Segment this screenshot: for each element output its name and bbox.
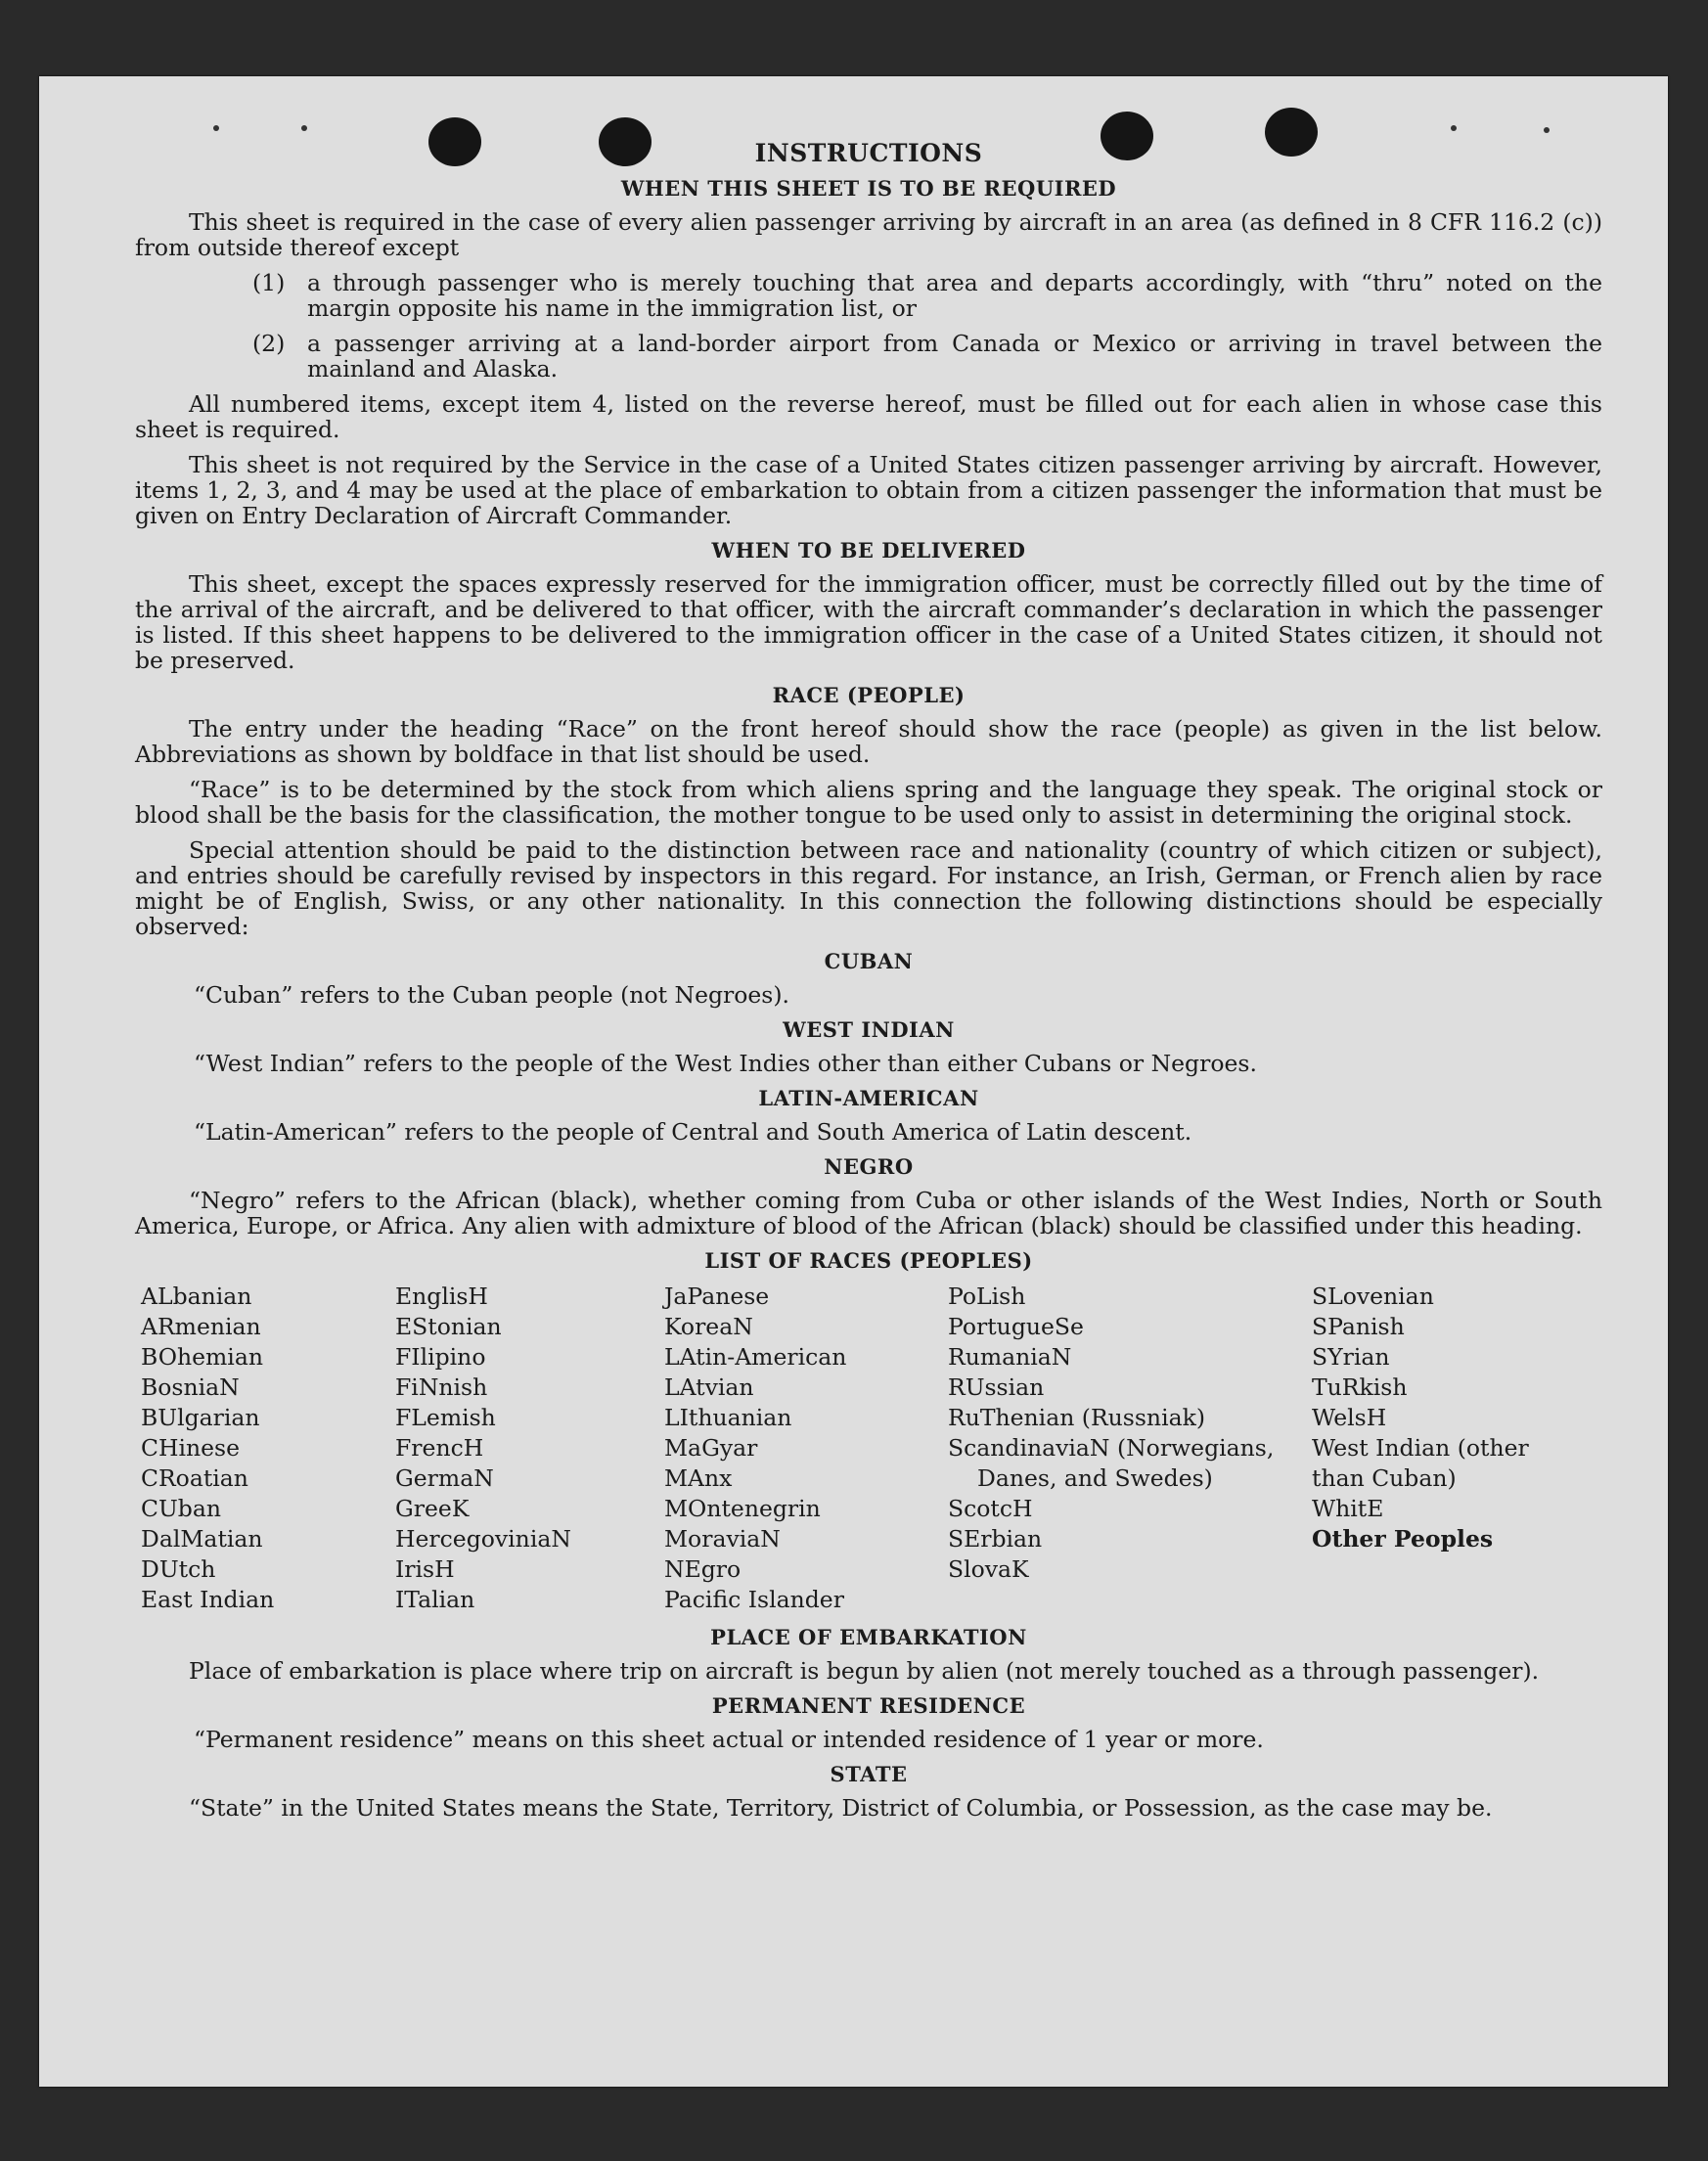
race-entry: CUban (141, 1495, 221, 1522)
race-entry: FIlipino (395, 1343, 486, 1371)
residence-definition: “Permanent residence” means on this sheet actual or intended residence of 1 year or more. (194, 1726, 1264, 1753)
race-entry: ScandinaviaN (Norwegians, Danes, and Swedes) (948, 1434, 1275, 1492)
race-entry: LAtvian (664, 1373, 754, 1401)
heading-state: STATE (830, 1762, 908, 1786)
heading-permanent-residence: PERMANENT RESIDENCE (711, 1693, 1026, 1718)
race-entry: WhitE (1312, 1495, 1384, 1522)
race-entry: EStonian (395, 1313, 502, 1340)
race-entry: East Indian (141, 1586, 275, 1613)
race-entry: Other Peoples (1312, 1525, 1494, 1553)
race-entry: MaGyar (664, 1434, 758, 1462)
numbered-items-paragraph: All numbered items, except item 4, listed on the reverse hereof, must be filled out for each alien in whose case this sheet is required. (135, 390, 1602, 443)
race-entry: RumaniaN (948, 1343, 1072, 1371)
cuban-definition: “Cuban” refers to the Cuban people (not Negroes). (194, 981, 790, 1009)
exception-item (135, 270, 1602, 321)
race-entry: LIthuanian (664, 1404, 792, 1431)
race-column (664, 1282, 948, 1615)
race-entry: PoLish (948, 1283, 1026, 1310)
race-paragraph: Special attention should be paid to the distinction between race and nationality (country of which citizen or subject), and entries should be carefully revised by inspectors in this regard. For instance, an Irish, German, or French alien by race might be of English, Swiss, or any other nationality. In this connection the following distinctions should be especially observed: (135, 836, 1602, 940)
race-entry: BOhemian (141, 1343, 263, 1371)
race-entry: JaPanese (664, 1283, 770, 1310)
negro-definition: “Negro” refers to the African (black), whether coming from Cuba or other islands of the West Indies, North or South America, Europe, or Africa. Any alien with admixture of blood of the African (black) should be classified under this heading. (135, 1187, 1602, 1239)
race-entry: KoreaN (664, 1313, 753, 1340)
race-entry: CRoatian (141, 1464, 248, 1492)
race-entry: MoraviaN (664, 1525, 781, 1553)
heading-negro: NEGRO (824, 1154, 914, 1179)
heading-cuban: CUBAN (824, 949, 914, 973)
heading-embarkation: PLACE OF EMBARKATION (710, 1625, 1027, 1649)
race-entry: FrencH (395, 1434, 484, 1462)
race-entry: LAtin-American (664, 1343, 847, 1371)
race-entry: CHinese (141, 1434, 240, 1462)
exception-number: (2) (252, 330, 286, 357)
race-entry: MAnx (664, 1464, 733, 1492)
race-entry: ITalian (395, 1586, 475, 1613)
race-entry: IrisH (395, 1555, 455, 1583)
race-entry: TuRkish (1312, 1373, 1408, 1401)
exception-text: a through passenger who is merely touching that area and departs accordingly, with “thru” noted on the margin opposite his name in the immigration list, or (307, 269, 1602, 322)
race-entry: SPanish (1312, 1313, 1405, 1340)
race-entry: ARmenian (141, 1313, 261, 1340)
when-required-intro: This sheet is required in the case of every alien passenger arriving by aircraft in an area (as defined in 8 CFR 116.2 (c)) from outside thereof except (135, 208, 1602, 261)
west-indian-definition: “West Indian” refers to the people of the West Indies other than either Cubans or Negroes. (194, 1050, 1257, 1077)
scan-speck (1451, 125, 1457, 131)
race-entry: FLemish (395, 1404, 496, 1431)
page-title: INSTRUCTIONS (754, 139, 983, 167)
race-column (1312, 1282, 1576, 1615)
heading-race: RACE (PEOPLE) (772, 683, 966, 707)
race-entry: DUtch (141, 1555, 216, 1583)
race-entry: NEgro (664, 1555, 742, 1583)
race-paragraph: The entry under the heading “Race” on the front hereof should show the race (people) as given in the list below. Abbreviations as shown by boldface in that list should be used. (135, 715, 1602, 768)
race-entry: SYrian (1312, 1343, 1390, 1371)
race-entry: RUssian (948, 1373, 1045, 1401)
race-entry: Pacific Islander (664, 1586, 844, 1613)
race-entry: GermaN (395, 1464, 494, 1492)
race-column (395, 1282, 664, 1615)
latin-american-definition: “Latin-American” refers to the people of Central and South America of Latin descent. (194, 1118, 1192, 1146)
exception-text: a passenger arriving at a land-border airport from Canada or Mexico or arriving in travel between the mainland and Alaska. (307, 330, 1602, 383)
instructions-content (135, 141, 1602, 1830)
race-entry: SErbian (948, 1525, 1043, 1553)
exception-item (135, 331, 1602, 382)
citizen-paragraph: This sheet is not required by the Service in the case of a United States citizen passenger arriving by aircraft. However, items 1, 2, 3, and 4 may be used at the place of embarkation to obtain from a citizen passenger the information that must be given on Entry Declaration of Aircraft Commander. (135, 451, 1602, 529)
scan-speck (301, 125, 307, 131)
race-entry: ALbanian (141, 1283, 252, 1310)
race-entry: HercegoviniaN (395, 1525, 571, 1553)
race-entry: DalMatian (141, 1525, 263, 1553)
scan-speck (1544, 127, 1550, 133)
embarkation-definition: Place of embarkation is place where trip on aircraft is begun by alien (not merely touched as a through passenger). (189, 1657, 1540, 1685)
race-entry: BUlgarian (141, 1404, 260, 1431)
heading-when-required: WHEN THIS SHEET IS TO BE REQUIRED (620, 176, 1117, 201)
race-entry: SlovaK (948, 1555, 1029, 1583)
heading-latin-american: LATIN-AMERICAN (758, 1086, 979, 1110)
race-entry: West Indian (other than Cuban) (1312, 1434, 1529, 1492)
race-entry: RuThenian (Russniak) (948, 1404, 1205, 1431)
race-column (141, 1282, 395, 1615)
race-column (948, 1282, 1312, 1615)
race-entry: SLovenian (1312, 1283, 1434, 1310)
race-entry: PortugueSe (948, 1313, 1084, 1340)
race-entry: BosniaN (141, 1373, 240, 1401)
race-entry: MOntenegrin (664, 1495, 821, 1522)
heading-when-delivered: WHEN TO BE DELIVERED (711, 538, 1026, 563)
race-entry: FiNnish (395, 1373, 488, 1401)
race-entry: EnglisH (395, 1283, 488, 1310)
document-page (39, 76, 1668, 2087)
race-entry: ScotcH (948, 1495, 1033, 1522)
exception-number: (1) (252, 269, 286, 296)
race-entry: GreeK (395, 1495, 470, 1522)
delivery-paragraph: This sheet, except the spaces expressly reserved for the immigration officer, must be correctly filled out by the time of the arrival of the aircraft, and be delivered to that officer, with the aircraft commander’s declaration in which the passenger is listed. If this sheet happens to be delivered to the immigration officer in the case of a United States citizen, it should not be preserved. (135, 570, 1602, 674)
heading-west-indian: WEST INDIAN (783, 1017, 955, 1042)
scan-speck (213, 125, 219, 131)
race-paragraph: “Race” is to be determined by the stock from which aliens spring and the language they speak. The original stock or blood shall be the basis for the classification, the mother tongue to be used only to assist in determining the original stock. (135, 776, 1602, 829)
state-definition: “State” in the United States means the State, Territory, District of Columbia, or Possession, as the case may be. (189, 1794, 1493, 1822)
race-entry: WelsH (1312, 1404, 1387, 1431)
heading-list-of-races: LIST OF RACES (PEOPLES) (704, 1248, 1033, 1273)
race-list (141, 1282, 1602, 1615)
